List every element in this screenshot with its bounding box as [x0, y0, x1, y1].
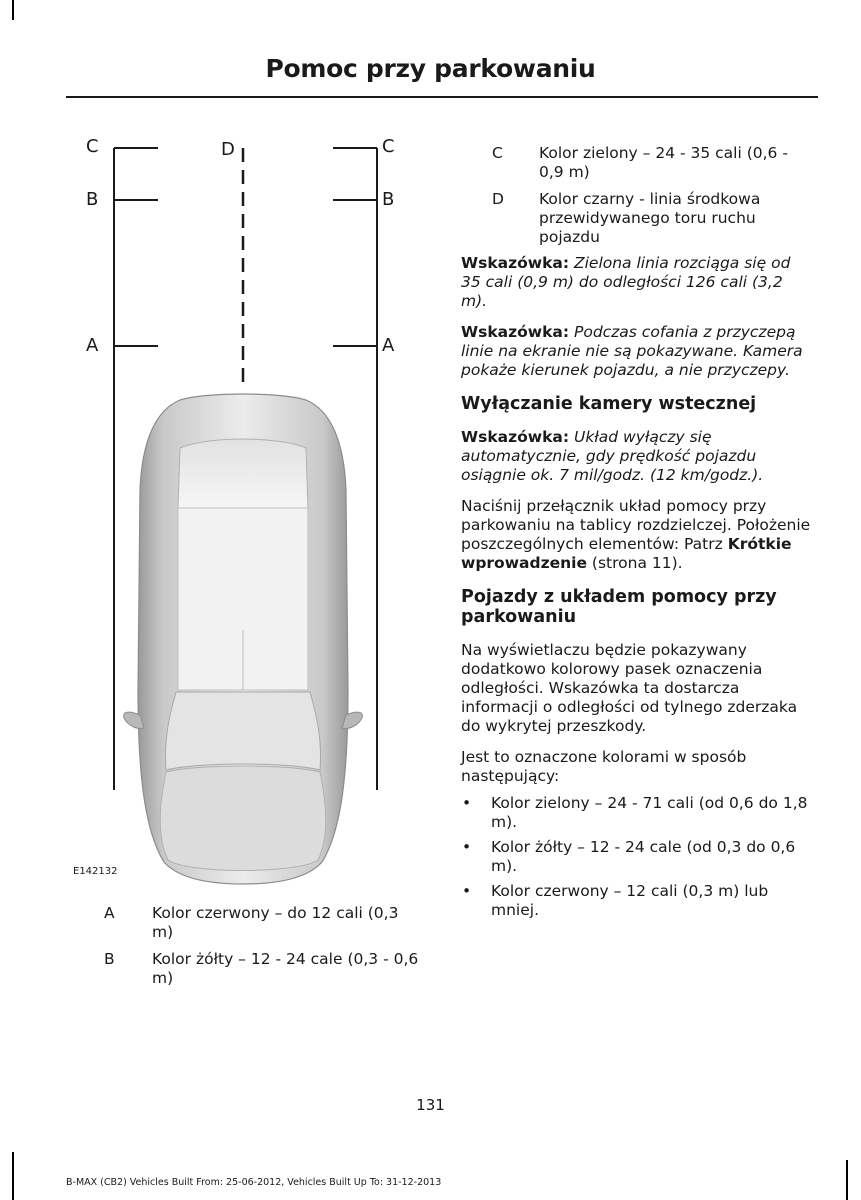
note-text: Układ wyłączy się automatycznie, gdy prędkość pojazdu osiągnie ok. 7 mil/godz. (12 km/godz.). [461, 428, 764, 484]
note-text: Podczas cofania z przyczepą linie na ekranie nie są pokazywane. Kamera pokaże kierunek pojazdu, a nie przyczepy. [461, 323, 803, 379]
body-paragraph: Jest to oznaczone kolorami w sposób następujący: [461, 748, 747, 785]
crop-mark-top-left [12, 0, 14, 20]
page-title: Pomoc przy parkowaniu [265, 54, 596, 83]
legend-key: A [104, 904, 115, 922]
bullet-icon: • [462, 882, 472, 900]
bullet-icon: • [462, 838, 472, 856]
body-paragraph [461, 497, 813, 573]
list-item-text: Kolor zielony – 24 - 71 cali (od 0,6 do 1,8 m). [491, 794, 808, 831]
legend-item-a [104, 904, 424, 944]
parking-guide-illustration [68, 130, 404, 890]
label-d: D [221, 139, 235, 160]
bullet-icon: • [462, 794, 472, 812]
list-item [461, 794, 813, 832]
legend-item-b [104, 950, 424, 990]
legend-key: C [492, 144, 503, 162]
label-a-right: A [382, 335, 395, 356]
body-text: Naciśnij przełącznik układ pomocy przy parkowaniu na tablicy rozdzielczej. Położenie poszczególnych elementów: Patrz [461, 497, 811, 553]
legend-item-d [492, 190, 812, 248]
body-text: (strona 11). [591, 554, 683, 572]
note-text: Zielona linia rozciąga się od 35 cali (0,9 m) do odległości 126 cali (3,2 m). [461, 254, 791, 310]
note-paragraph [461, 323, 813, 380]
list-item [461, 838, 813, 876]
legend-item-c [492, 144, 812, 184]
legend-text: Kolor czerwony – do 12 cali (0,3 m) [152, 904, 399, 941]
legend-text: Kolor żółty – 12 - 24 cale (0,3 - 0,6 m) [152, 950, 419, 987]
figure-code: E142132 [73, 866, 118, 877]
color-list [461, 794, 813, 920]
crop-mark-bottom-left [12, 1152, 14, 1200]
note-paragraph [461, 428, 813, 485]
note-paragraph [461, 254, 813, 311]
label-b-right: B [382, 189, 395, 210]
legend-text: Kolor zielony – 24 - 35 cali (0,6 - 0,9 m) [539, 144, 788, 181]
right-column [461, 254, 813, 926]
legend-text: Kolor czarny - linia środkowa przewidywanego toru ruchu pojazdu [539, 190, 761, 246]
title-rule [66, 96, 818, 98]
note-label: Wskazówka: [461, 254, 570, 272]
note-label: Wskazówka: [461, 323, 570, 341]
label-b-left: B [86, 189, 99, 210]
label-c-left: C [86, 136, 99, 157]
label-a-left: A [86, 335, 99, 356]
label-c-right: C [382, 136, 395, 157]
cross-reference: Krótkie wprowadzenie [461, 535, 792, 572]
page-number: 131 [416, 1096, 445, 1114]
legend-key: B [104, 950, 115, 968]
list-item-text: Kolor żółty – 12 - 24 cale (od 0,3 do 0,6 m). [491, 838, 796, 875]
list-item-text: Kolor czerwony – 12 cali (0,3 m) lub mniej. [491, 882, 769, 919]
list-item [461, 882, 813, 920]
parking-guide-figure [68, 130, 404, 890]
legend-key: D [492, 190, 504, 208]
section-heading-parking-aid: Pojazdy z układem pomocy przy parkowaniu [461, 587, 777, 627]
footer-text: B-MAX (CB2) Vehicles Built From: 25-06-2012, Vehicles Built Up To: 31-12-2013 [66, 1177, 442, 1188]
section-heading-camera-off: Wyłączanie kamery wstecznej [461, 394, 757, 414]
body-paragraph: Na wyświetlaczu będzie pokazywany dodatkowo kolorowy pasek oznaczenia odległości. Wskazówka ta dostarcza informacji o odległości od tylnego zderzaka do wykrytej przeszkody. [461, 641, 798, 735]
crop-mark-bottom-right [846, 1160, 848, 1200]
note-label: Wskazówka: [461, 428, 570, 446]
